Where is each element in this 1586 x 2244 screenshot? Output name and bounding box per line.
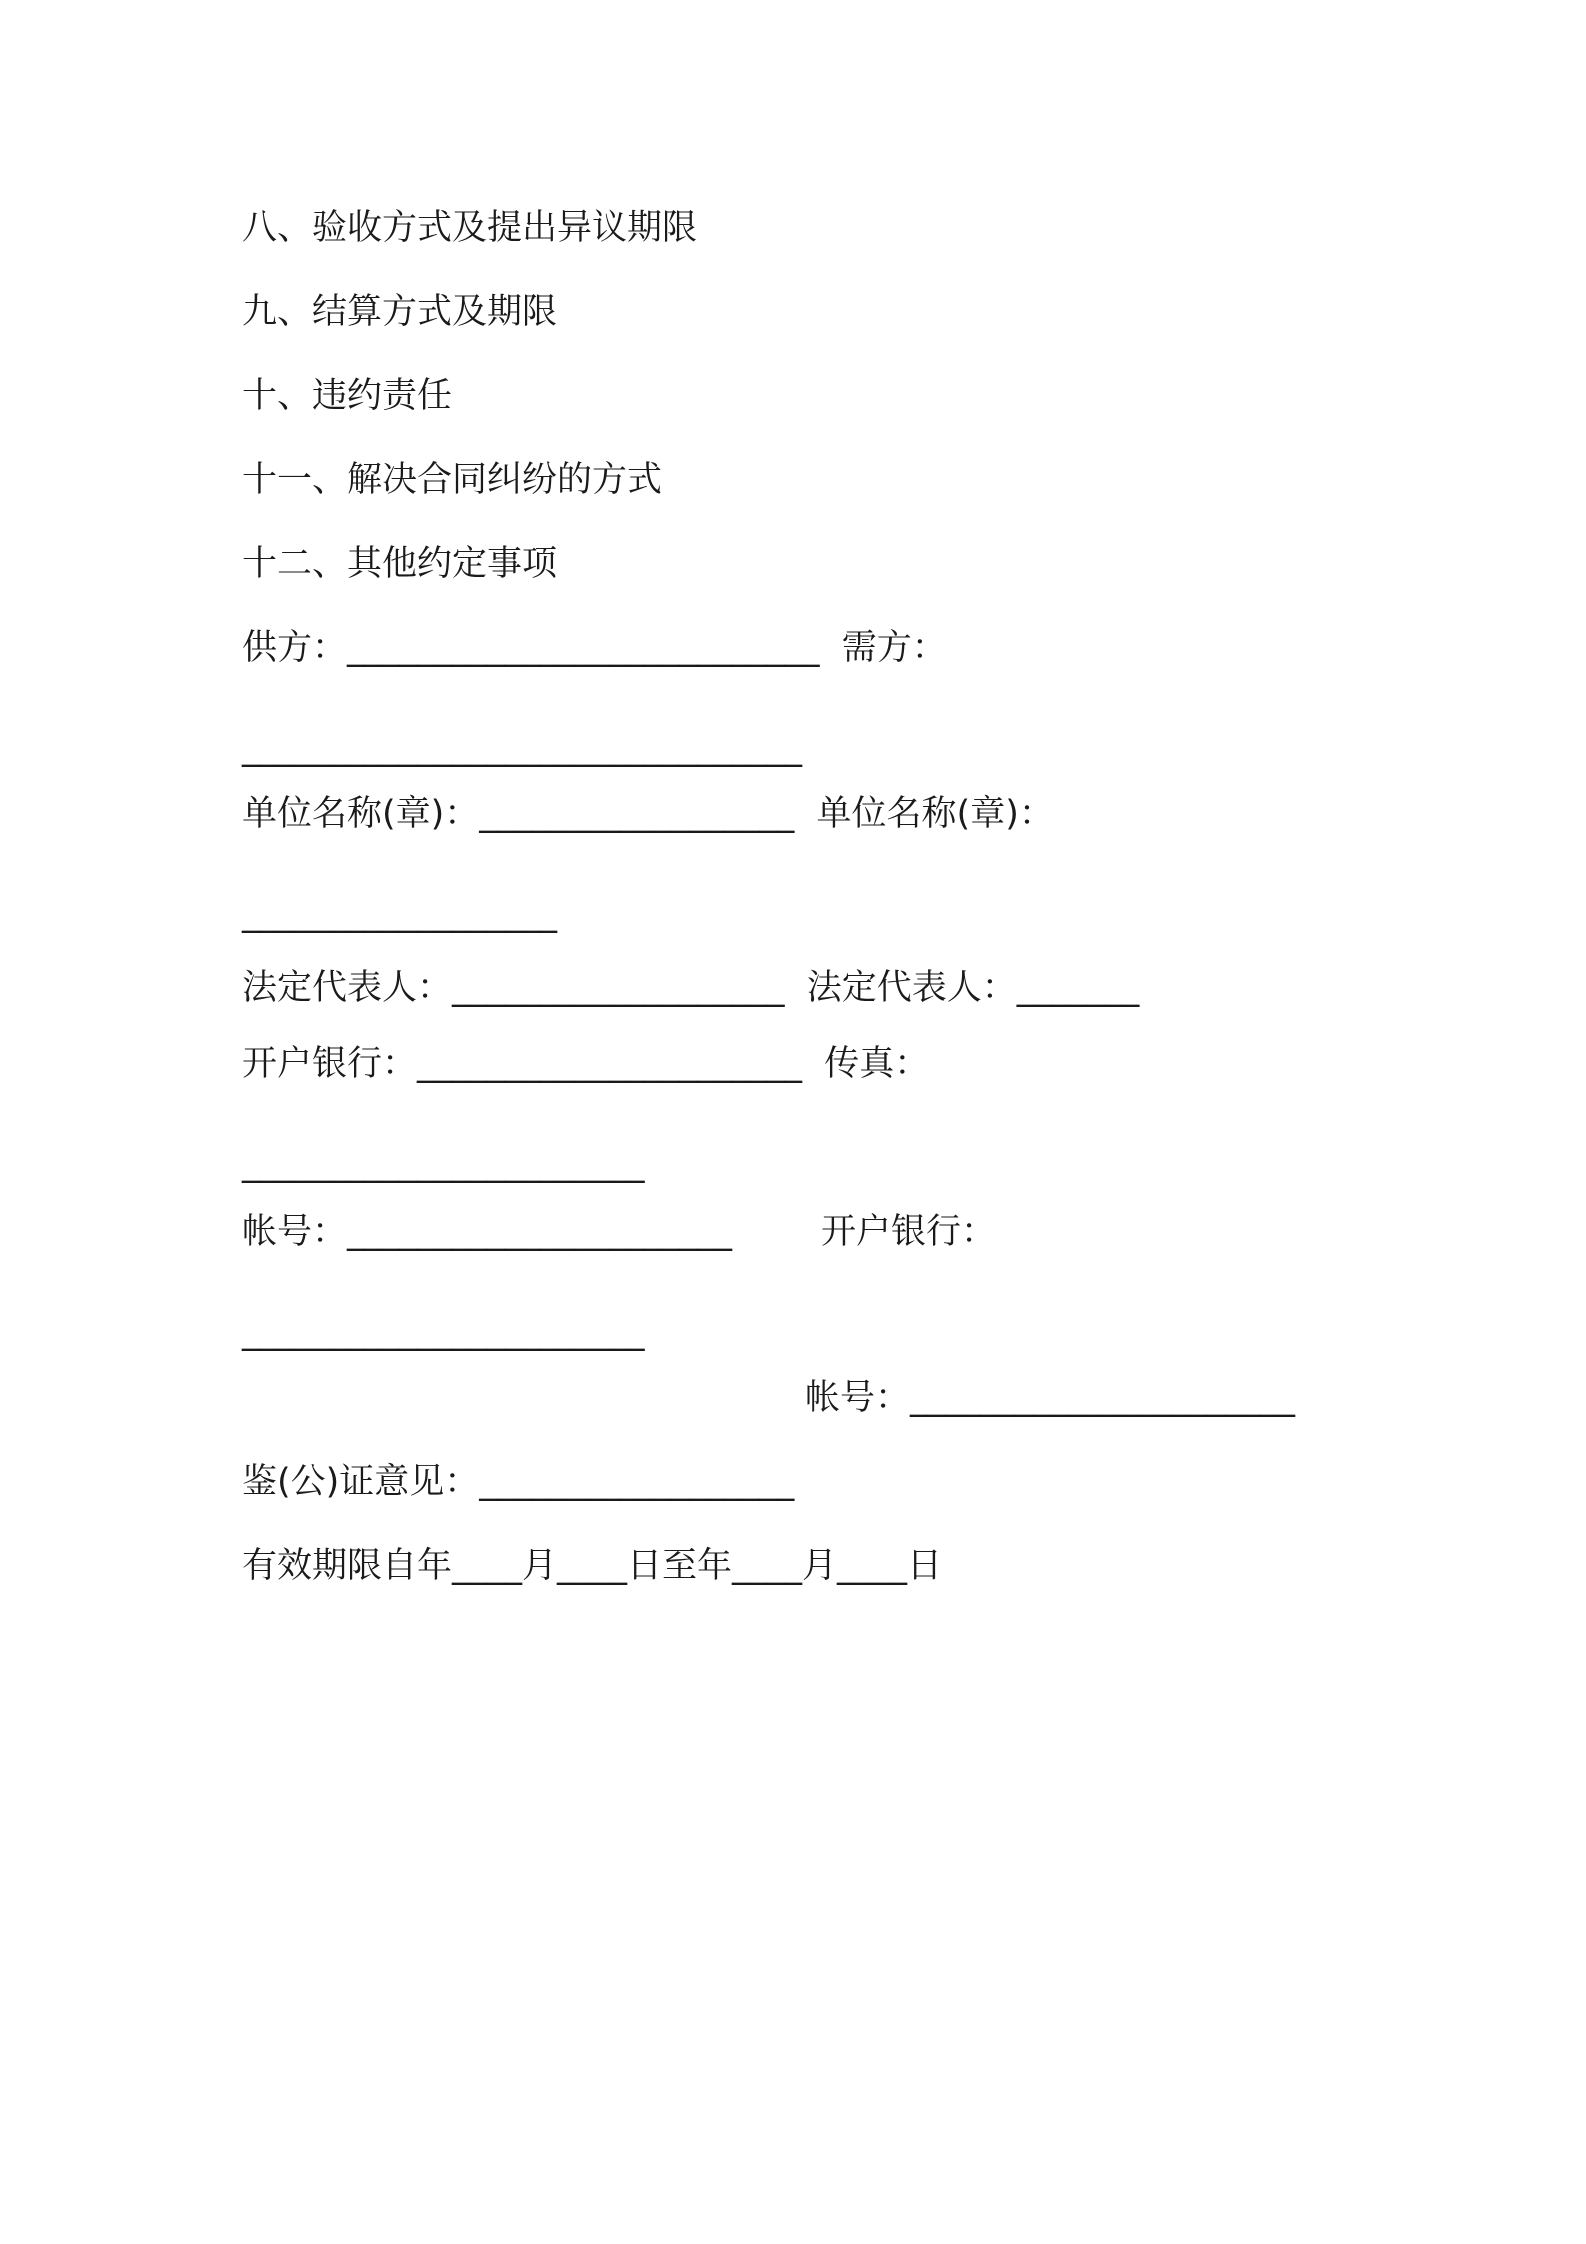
section-heading-9: 九、结算方式及期限 bbox=[242, 292, 558, 332]
legal-representative-line: 法定代表人：___________________ 法定代表人：_______ bbox=[242, 968, 1140, 1008]
notarization-opinion-line: 鉴(公)证意见：__________________ bbox=[242, 1462, 795, 1502]
fax-underline: _______________________ bbox=[242, 1144, 645, 1184]
section-heading-12: 十二、其他约定事项 bbox=[242, 544, 558, 584]
account-right-line: 帐号：______________________ bbox=[805, 1378, 1296, 1418]
unit-name-underline: __________________ bbox=[242, 894, 557, 934]
demander-underline: ________________________________ bbox=[242, 728, 802, 768]
bank-underline: _______________________ bbox=[242, 1312, 645, 1352]
account-bank-line: 帐号：______________________ 开户银行： bbox=[242, 1212, 997, 1252]
validity-period-line: 有效期限自年____月____日至年____月____日 bbox=[242, 1546, 943, 1586]
section-heading-10: 十、违约责任 bbox=[242, 376, 453, 416]
section-heading-8: 八、验收方式及提出异议期限 bbox=[242, 208, 698, 248]
bank-fax-line: 开户银行：______________________ 传真： bbox=[242, 1044, 930, 1084]
unit-name-line: 单位名称(章)：__________________ 单位名称(章)： bbox=[242, 794, 1054, 834]
supplier-demander-line: 供方：___________________________ 需方： bbox=[242, 628, 947, 668]
section-heading-11: 十一、解决合同纠纷的方式 bbox=[242, 460, 663, 500]
